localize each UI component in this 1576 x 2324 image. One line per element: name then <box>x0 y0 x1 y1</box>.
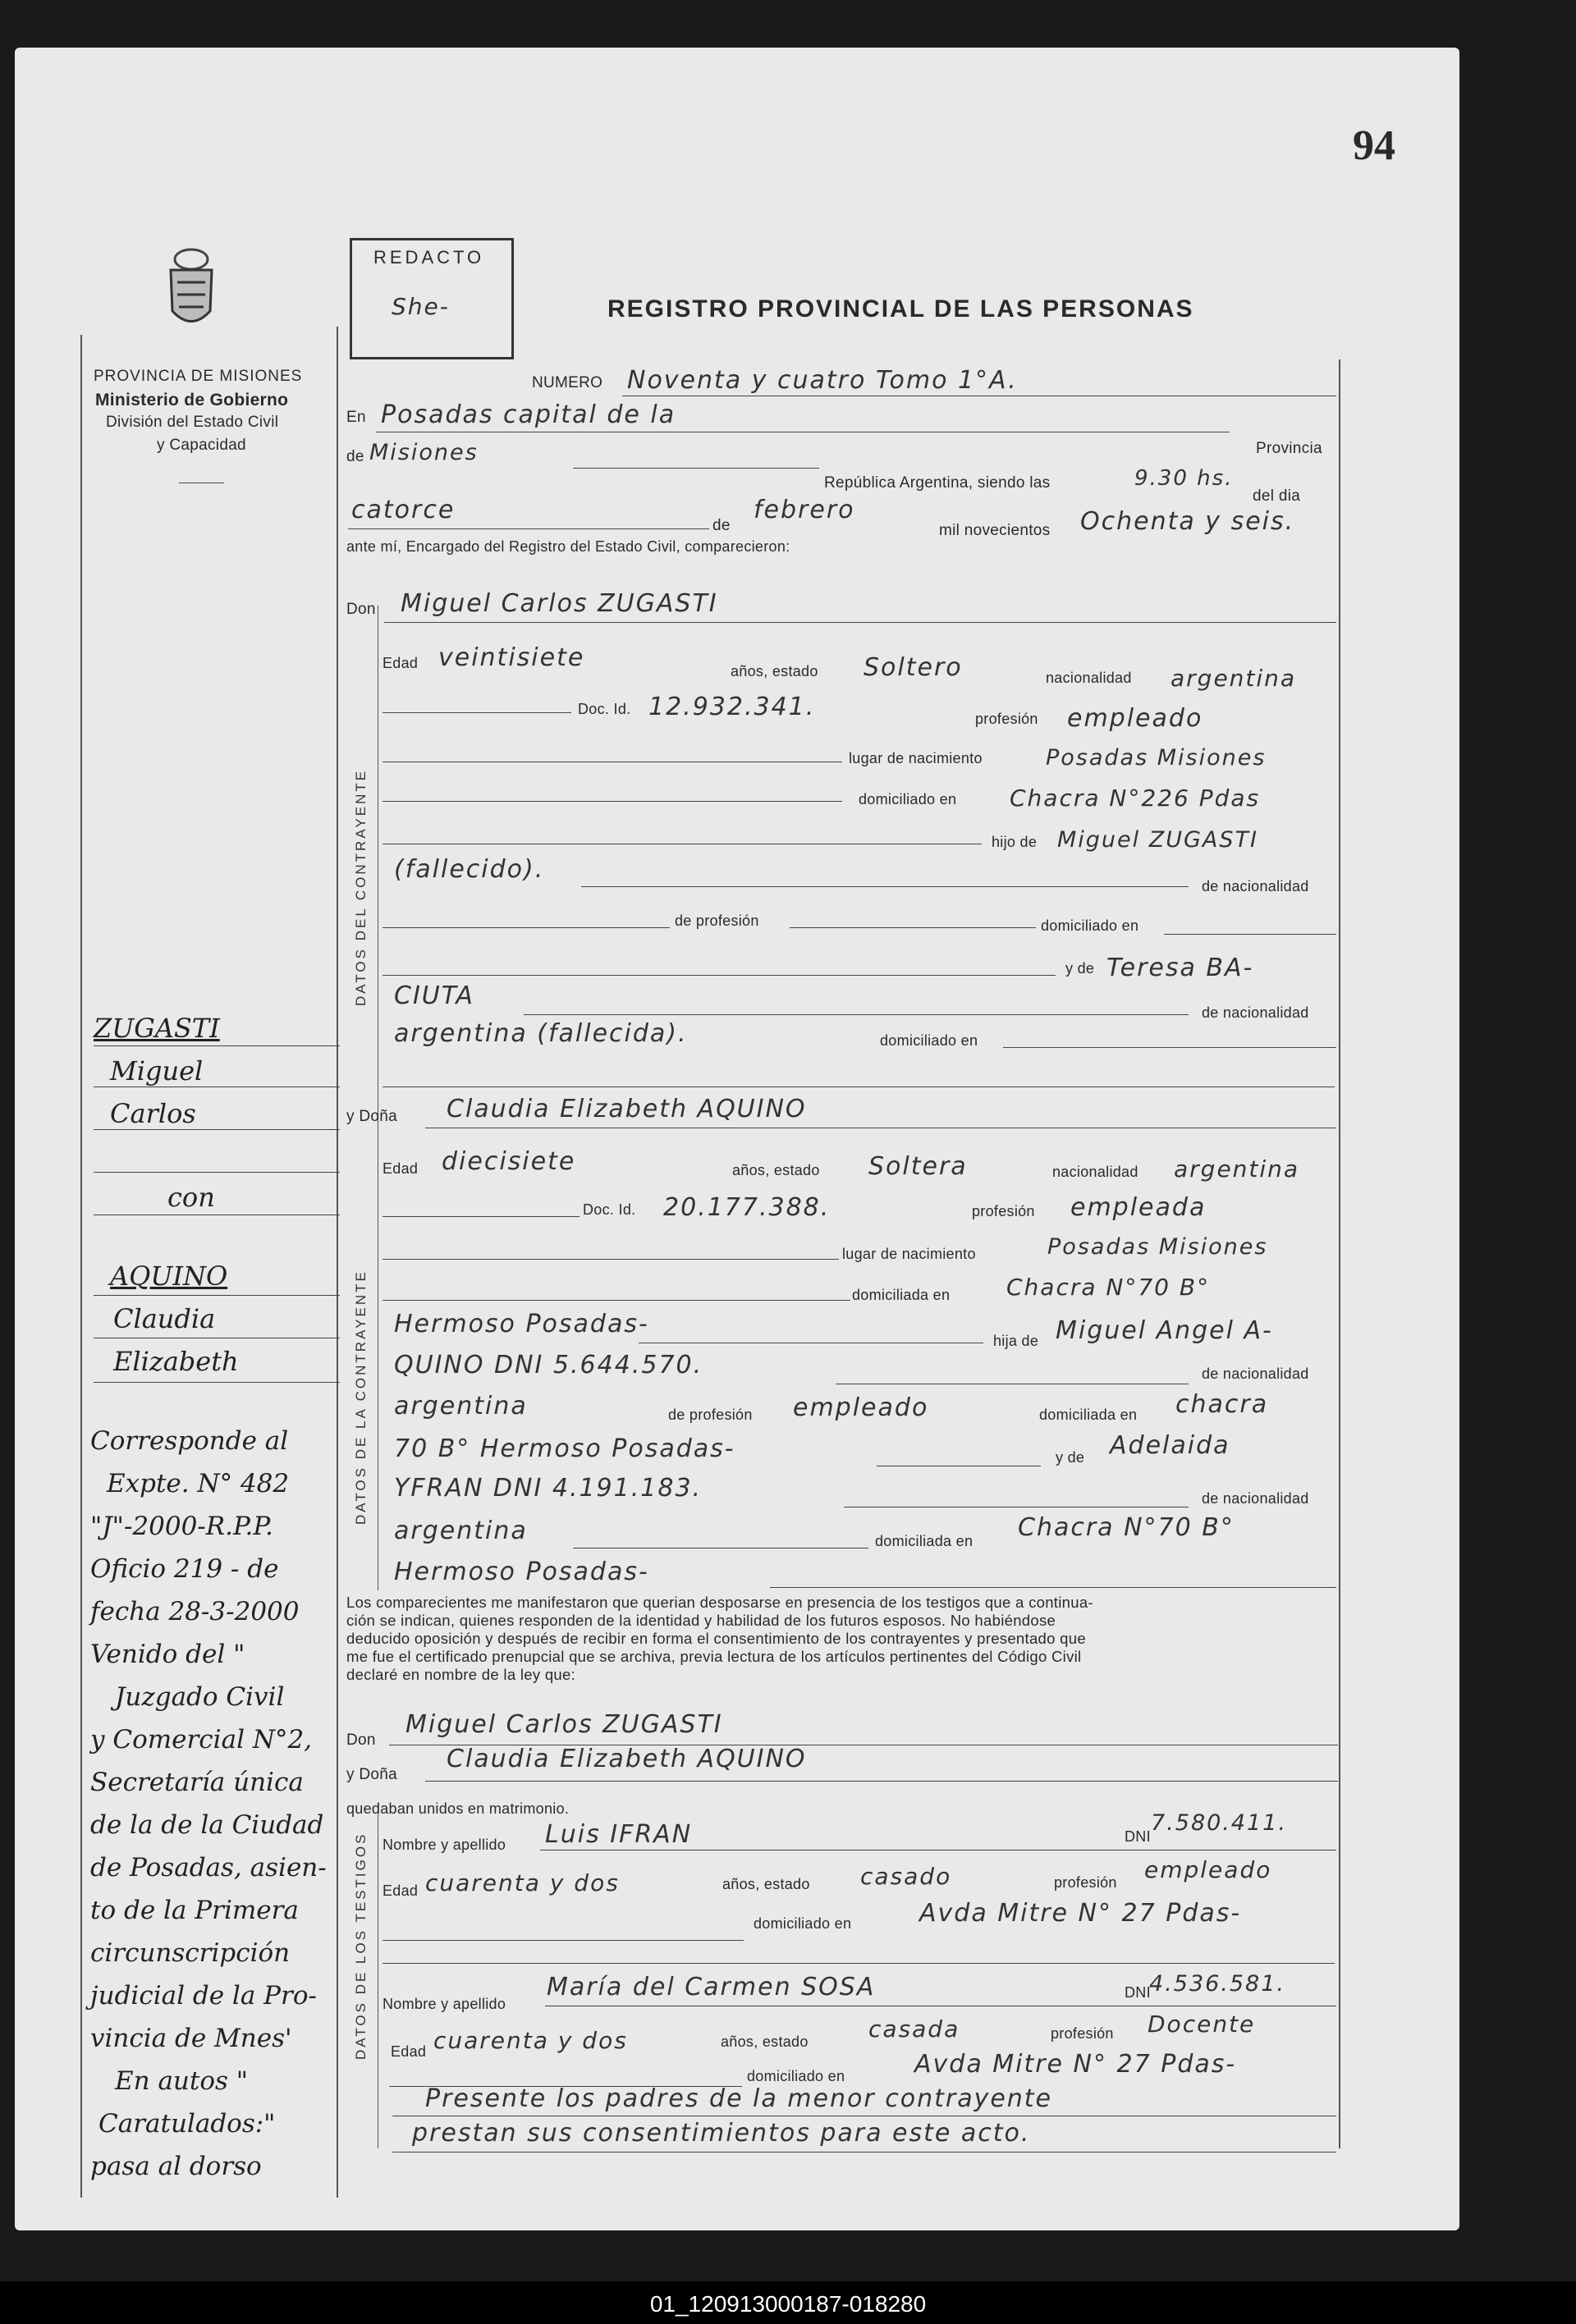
entry-mes: febrero <box>754 496 855 524</box>
bride-padre-dom: chacra <box>1175 1390 1269 1419</box>
witness1-estado: casado <box>860 1863 952 1890</box>
dona-final-name: Claudia Elizabeth AQUINO <box>447 1745 807 1773</box>
label-estado-w1: años, estado <box>722 1876 810 1892</box>
bride-madre-dom-2: Hermoso Posadas- <box>394 1558 649 1586</box>
groom-nacionalidad: argentina <box>1171 665 1297 692</box>
bride-domicilio: Chacra N°70 B° <box>1006 1274 1211 1301</box>
label-domicilio-w2: domiciliado en <box>747 2068 845 2084</box>
declaration-line: me fue el certificado prenupcial que se archiva, previa lectura de los artículos pertinentes del Código Civil <box>346 1648 1082 1665</box>
entry-anio: Ochenta y seis. <box>1080 507 1295 536</box>
annotation-line: fecha 28-3-2000 <box>90 1597 300 1626</box>
office-province: PROVINCIA DE MISIONES <box>94 368 303 385</box>
groom-domicilio: Chacra N°226 Pdas <box>1010 785 1261 812</box>
margin-con: con <box>167 1182 215 1213</box>
witness1-name: Luis IFRAN <box>545 1820 693 1849</box>
label-republica: República Argentina, siendo las <box>824 474 1051 492</box>
declaration-line: Los comparecientes me manifestaron que querian desposarse en presencia de los testigos que a continua- <box>346 1594 1093 1611</box>
label-nac-padre-bride: de nacionalidad <box>1202 1366 1309 1382</box>
entry-dia: catorce <box>351 496 456 524</box>
annotation-line: circunscripción <box>90 1938 291 1968</box>
witness2-dni: 4.536.581. <box>1149 1971 1285 1997</box>
office-division: División del Estado Civil <box>106 414 279 431</box>
margin-annotation <box>90 1426 353 2194</box>
label-estado-w2: años, estado <box>721 2034 809 2050</box>
bride-estado: Soltera <box>868 1152 968 1181</box>
entry-provincia: Misiones <box>369 440 479 465</box>
consent-note-2: prestan sus consentimientos para este acto. <box>412 2119 1031 2148</box>
declaration-text <box>346 1594 1340 1684</box>
label-profesion-w2: profesión <box>1051 2025 1114 2042</box>
annotation-line: Juzgado Civil <box>115 1682 285 1712</box>
bride-name: Claudia Elizabeth AQUINO <box>447 1095 807 1123</box>
office-capacity: y Capacidad <box>157 437 246 454</box>
bride-padre-2: QUINO DNI 5.644.570. <box>394 1351 703 1379</box>
groom-name: Miguel Carlos ZUGASTI <box>401 589 718 618</box>
groom-doc: 12.932.341. <box>648 693 816 721</box>
annotation-line: Venido del " <box>90 1640 245 1669</box>
label-doc-groom: Doc. Id. <box>578 701 631 717</box>
entry-numero: Noventa y cuatro Tomo 1°A. <box>627 366 1018 395</box>
bride-nacionalidad: argentina <box>1174 1155 1300 1183</box>
witness2-estado: casada <box>868 2015 960 2043</box>
label-lugar-groom: lugar de nacimiento <box>849 750 983 766</box>
annotation-line: Secretaría única <box>90 1768 304 1797</box>
label-lugar-bride: lugar de nacimiento <box>842 1246 976 1262</box>
annotation-line: to de la Primera <box>90 1896 299 1925</box>
groom-padre: Miguel ZUGASTI <box>1057 827 1258 853</box>
bride-padre-dom-2: 70 B° Hermoso Posadas- <box>394 1434 735 1463</box>
groom-madre: Teresa BA- <box>1106 954 1254 982</box>
annotation-line: pasa al dorso <box>90 2152 262 2181</box>
annotation-line: de Posadas, asien- <box>90 1853 327 1883</box>
witness2-domicilio: Avda Mitre N° 27 Pdas- <box>914 2050 1237 2079</box>
entry-city: Posadas capital de la <box>381 400 676 429</box>
register-page <box>15 48 1459 2230</box>
bride-edad: diecisiete <box>442 1147 576 1176</box>
label-provincia: Provincia <box>1256 440 1322 457</box>
annotation-line: Caratulados:" <box>98 2109 276 2139</box>
label-dom-padre-groom: domiciliado en <box>1041 917 1139 934</box>
label-edad-bride: Edad <box>383 1160 419 1177</box>
annotation-line: "J"-2000-R.P.P. <box>90 1512 273 1541</box>
declaration-line: deducido oposición y después de recibir en forma el consentimiento de los contrayentes y presentado que <box>346 1630 1086 1647</box>
stamp-initials: She- <box>392 293 450 320</box>
section-groom-label: DATOS DEL CONTRAYENTE <box>353 768 369 1006</box>
declaration-line: ción se indican, quienes responden de la identidad y habilidad de los futuros esposos. No habiéndose <box>346 1612 1056 1629</box>
label-mil-novecientos: mil novecientos <box>939 522 1051 539</box>
label-y-de-groom: y de <box>1065 960 1095 977</box>
document-title: REGISTRO PROVINCIAL DE LAS PERSONAS <box>607 295 1194 323</box>
consent-note-1: Presente los padres de la menor contrayente <box>425 2084 1053 2113</box>
label-nacionalidad-bride: nacionalidad <box>1052 1164 1138 1180</box>
annotation-line: judicial de la Pro- <box>90 1981 317 2011</box>
bride-domicilio-2: Hermoso Posadas- <box>394 1310 649 1338</box>
label-don-final: Don <box>346 1732 376 1749</box>
label-de-provincia: de <box>346 448 364 465</box>
witness2-name: María del Carmen SOSA <box>547 1973 876 2001</box>
label-doc-bride: Doc. Id. <box>583 1201 636 1218</box>
margin-bride-first: Claudia <box>113 1303 216 1334</box>
bride-padre: Miguel Angel A- <box>1056 1316 1273 1345</box>
witness1-edad: cuarenta y dos <box>425 1869 620 1896</box>
label-nac-madre-groom: de nacionalidad <box>1202 1004 1309 1021</box>
annotation-line: Expte. N° 482 <box>107 1469 290 1498</box>
witness1-dni: 7.580.411. <box>1151 1810 1287 1836</box>
label-profesion-w1: profesión <box>1054 1874 1117 1891</box>
label-don: Don <box>346 601 376 618</box>
groom-madre-2: CIUTA <box>394 981 474 1010</box>
margin-bride-surname: AQUINO <box>110 1260 228 1292</box>
label-dni-w1: DNI <box>1125 1828 1151 1845</box>
margin-bride-second: Elizabeth <box>113 1346 239 1377</box>
label-dom-madre-groom: domiciliado en <box>880 1032 978 1049</box>
office-ministry: Ministerio de Gobierno <box>95 391 289 409</box>
witness2-profesion: Docente <box>1148 2011 1256 2038</box>
bride-madre-dom: Chacra N°70 B° <box>1018 1513 1235 1542</box>
label-y-de-bride: y de <box>1056 1449 1085 1466</box>
label-nacionalidad-groom: nacionalidad <box>1046 670 1132 686</box>
bride-madre: Adelaida <box>1110 1431 1230 1460</box>
label-edad-groom: Edad <box>383 655 419 671</box>
groom-estado: Soltero <box>864 653 963 682</box>
bride-padre-prof: empleado <box>793 1393 929 1422</box>
label-dom-padre-bride: domiciliada en <box>1039 1407 1138 1423</box>
label-en: En <box>346 409 366 426</box>
bride-padre-nac: argentina <box>394 1392 528 1420</box>
image-id-label: 01_120913000187-018280 <box>649 2291 927 2317</box>
label-nac-madre-bride: de nacionalidad <box>1202 1490 1309 1507</box>
groom-edad: veintisiete <box>438 643 585 672</box>
label-hijo-de: hijo de <box>992 834 1038 850</box>
bride-madre-2: YFRAN DNI 4.191.183. <box>394 1474 703 1503</box>
groom-padre-nota: (fallecido). <box>394 855 545 884</box>
label-y-dona: y Doña <box>346 1108 398 1125</box>
label-edad-w2: Edad <box>391 2043 427 2060</box>
section-bride-label: DATOS DE LA CONTRAYENTE <box>353 1270 369 1525</box>
margin-groom-first: Miguel <box>110 1055 204 1087</box>
margin-groom-surname: ZUGASTI <box>94 1013 220 1044</box>
label-ante-mi: ante mí, Encargado del Registro del Estado Civil, comparecieron: <box>346 538 790 555</box>
declaration-line: declaré en nombre de la ley que: <box>346 1666 576 1683</box>
entry-hora: 9.30 hs. <box>1134 466 1234 491</box>
witness1-domicilio: Avda Mitre N° 27 Pdas- <box>919 1899 1242 1928</box>
coat-of-arms-seal <box>163 241 220 340</box>
annotation-line: y Comercial N°2, <box>90 1725 313 1754</box>
label-de-mes: de <box>712 517 731 534</box>
don-final-name: Miguel Carlos ZUGASTI <box>405 1710 723 1739</box>
label-dona-final: y Doña <box>346 1766 398 1783</box>
label-prof-padre-bride: de profesión <box>668 1407 753 1423</box>
label-profesion-bride: profesión <box>972 1203 1035 1219</box>
annotation-line: vincia de Mnes' <box>90 2024 292 2053</box>
witness2-edad: cuarenta y dos <box>433 2027 628 2054</box>
label-prof-padre-groom: de profesión <box>675 913 759 929</box>
label-numero: NUMERO <box>532 374 603 391</box>
label-domicilio-bride: domiciliada en <box>852 1287 951 1303</box>
bride-lugar: Posadas Misiones <box>1047 1234 1268 1260</box>
groom-lugar: Posadas Misiones <box>1046 745 1267 771</box>
bride-doc: 20.177.388. <box>663 1193 831 1222</box>
label-edad-w1: Edad <box>383 1883 419 1899</box>
label-nac-padre-groom: de nacionalidad <box>1202 878 1309 894</box>
annotation-line: En autos " <box>115 2066 249 2096</box>
bride-madre-nac: argentina <box>394 1517 528 1545</box>
bride-profesion: empleada <box>1070 1193 1207 1222</box>
stamp-label: REDACTO <box>373 247 485 268</box>
annotation-line: Corresponde al <box>90 1426 289 1456</box>
groom-madre-nac: argentina (fallecida). <box>394 1019 688 1048</box>
witness1-profesion: empleado <box>1144 1856 1272 1883</box>
label-nombre-w1: Nombre y apellido <box>383 1837 506 1853</box>
annotation-line: de la de la Ciudad <box>90 1810 324 1840</box>
groom-profesion: empleado <box>1067 704 1203 733</box>
label-nombre-w2: Nombre y apellido <box>383 1996 506 2012</box>
annotation-line: Oficio 219 - de <box>90 1554 279 1584</box>
label-estado-groom: años, estado <box>731 663 818 679</box>
page-number: 94 <box>1353 122 1395 169</box>
label-domicilio-w1: domiciliado en <box>754 1915 852 1932</box>
label-estado-bride: años, estado <box>732 1162 820 1178</box>
redacto-stamp <box>350 238 514 359</box>
label-dni-w2: DNI <box>1125 1984 1151 2001</box>
label-profesion-groom: profesión <box>975 711 1038 727</box>
image-id-footer <box>0 2281 1576 2324</box>
label-quedaban: quedaban unidos en matrimonio. <box>346 1800 570 1817</box>
label-hija-de: hija de <box>993 1333 1039 1349</box>
label-dom-madre-bride: domiciliada en <box>875 1533 974 1549</box>
label-del-dia: del dia <box>1253 487 1301 505</box>
label-domicilio-groom: domiciliado en <box>859 791 957 807</box>
section-witnesses-label: DATOS DE LOS TESTIGOS <box>353 1832 369 2060</box>
margin-groom-second: Carlos <box>110 1098 196 1129</box>
